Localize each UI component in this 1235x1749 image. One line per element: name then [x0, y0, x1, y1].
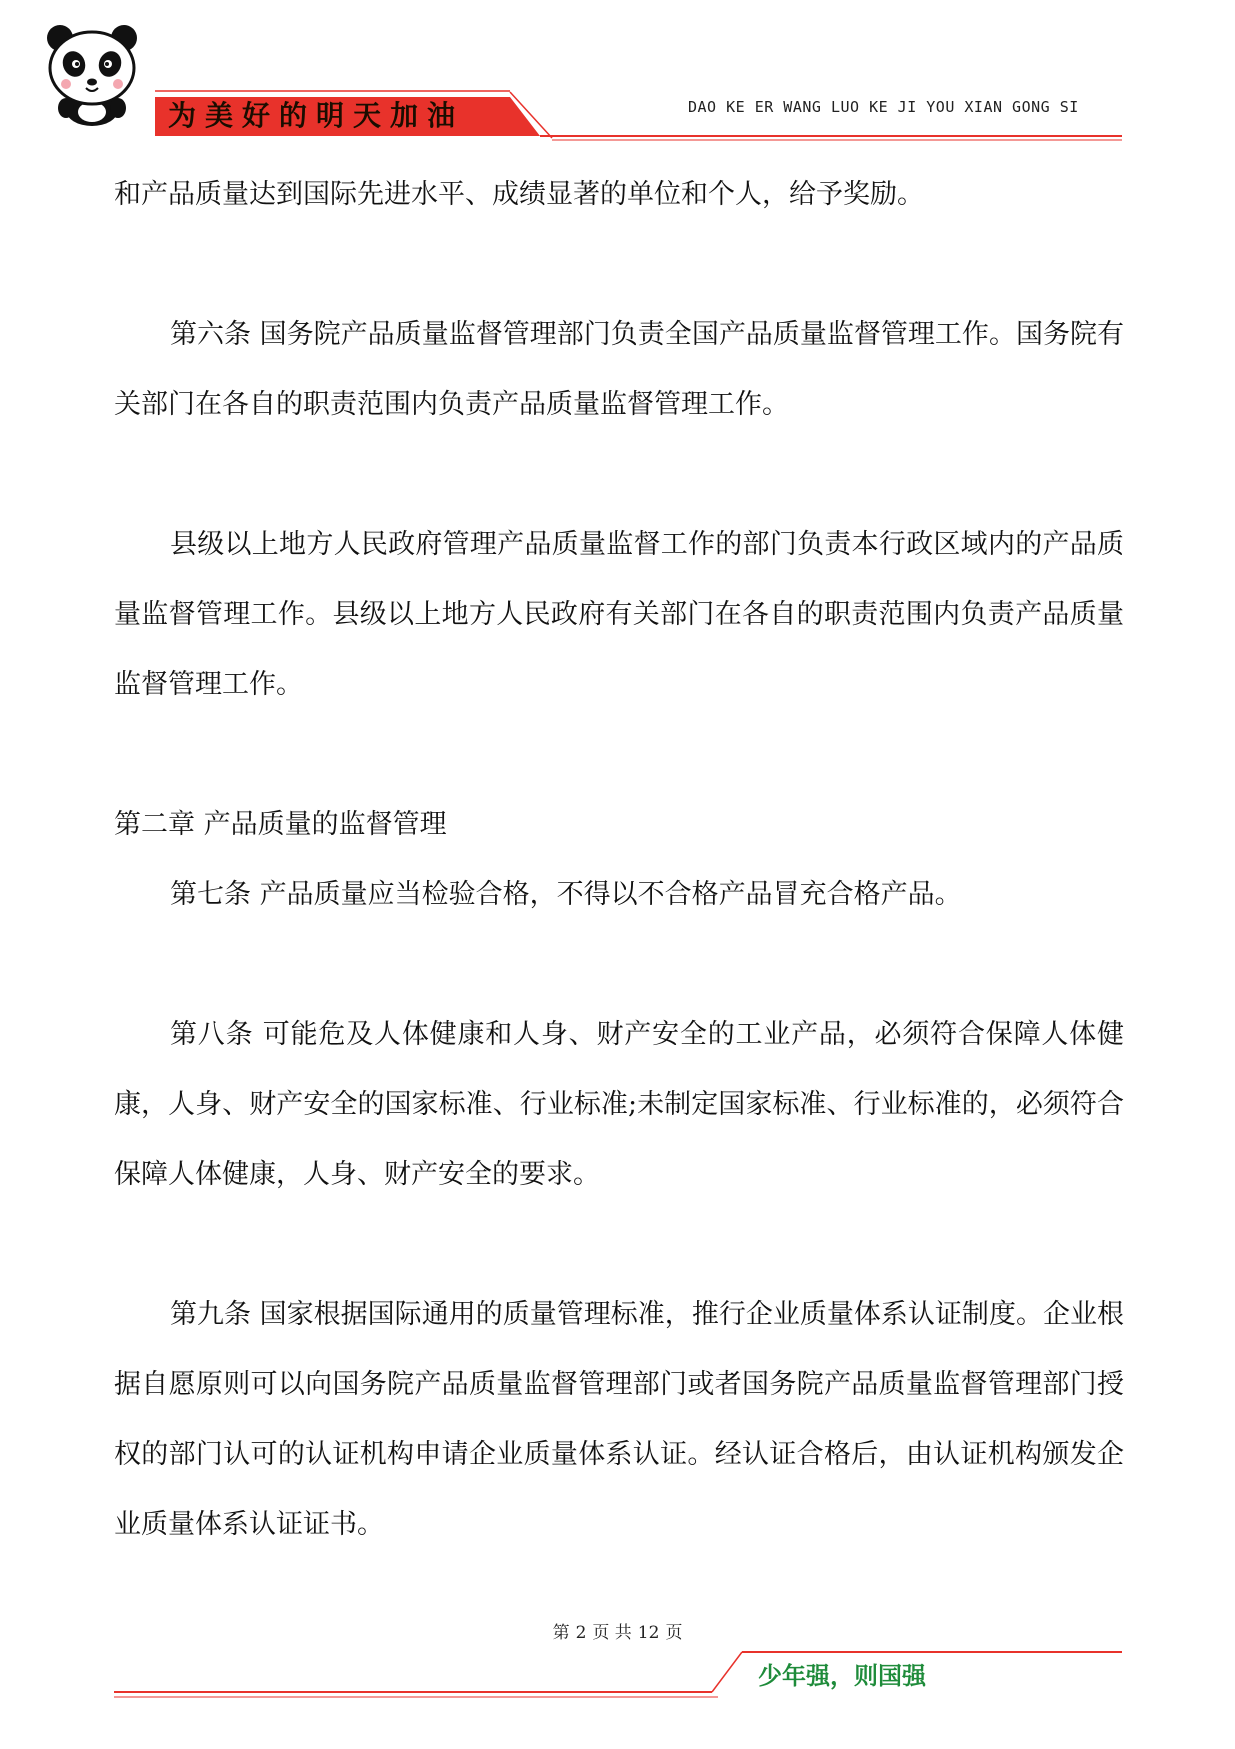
page-footer [0, 1600, 1235, 1749]
footer-motto: 少年强，则国强 [758, 1662, 926, 1690]
header-slogan: 为美好的明天加油 [168, 99, 465, 132]
article-8: 第八条 可能危及人体健康和人身、财产安全的工业产品，必须符合保障人体健康，人身、财产安全的国家标准、行业标准;未制定国家标准、行业标准的，必须符合保障人体健康，人身、财产安全的要求。 [114, 1019, 1124, 1190]
total-pages: 12 [637, 1623, 660, 1643]
page-number: 第 2 页 共 12 页 [552, 1623, 683, 1643]
paragraph-continuation: 和产品质量达到国际先进水平、成绩显著的单位和个人，给予奖励。 [114, 179, 924, 210]
article-9: 第九条 国家根据国际通用的质量管理标准，推行企业质量体系认证制度。企业根据自愿原则可以向国务院产品质量监督管理部门或者国务院产品质量监督管理部门授权的部门认可的认证机构申请企业质量体系认证。经认证合格后，由认证机构颁发企业质量体系认证证书。 [114, 1299, 1124, 1540]
article-6: 第六条 国务院产品质量监督管理部门负责全国产品质量监督管理工作。国务院有关部门在各自的职责范围内负责产品质量监督管理工作。 [114, 319, 1124, 420]
chapter-heading: 第二章 产品质量的监督管理 [114, 809, 447, 840]
company-name: DAO KE ER WANG LUO KE JI YOU XIAN GONG SI [688, 98, 1079, 116]
article-6-paragraph-2: 县级以上地方人民政府管理产品质量监督工作的部门负责本行政区域内的产品质量监督管理工作。县级以上地方人民政府有关部门在各自的职责范围内负责产品质量监督管理工作。 [114, 529, 1124, 700]
footer-divider-lines [0, 1600, 1235, 1749]
article-7: 第七条 产品质量应当检验合格，不得以不合格产品冒充合格产品。 [170, 879, 962, 910]
page-header [0, 0, 1235, 150]
document-body [114, 160, 1124, 1560]
current-page: 2 [575, 1623, 587, 1643]
